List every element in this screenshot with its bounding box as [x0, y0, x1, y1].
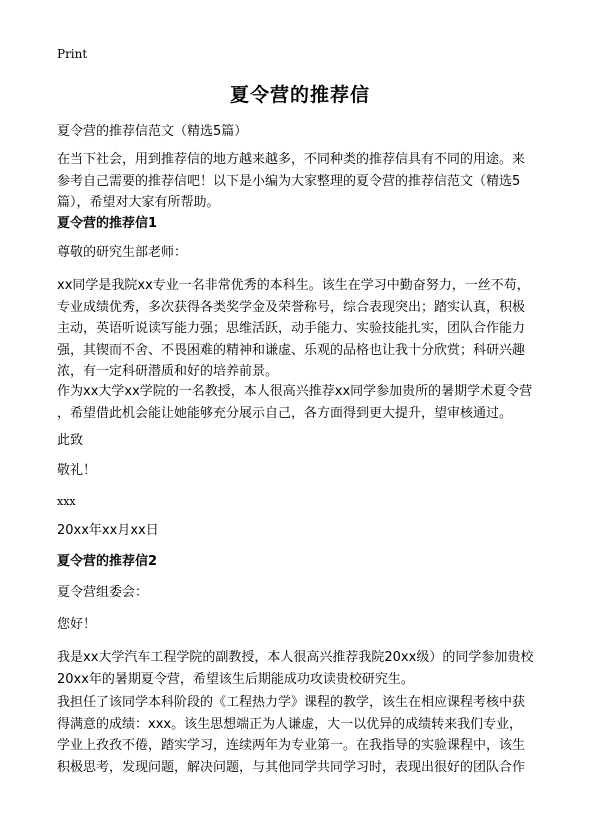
letter1-signer: xxx	[57, 495, 76, 508]
letter1-paragraph-1	[57, 275, 553, 383]
letter1-closing-1: 此致	[57, 433, 84, 448]
text-line: 学业上孜孜不倦，踏实学习，连续两年为专业第一。在我指导的实验课程中，该生	[57, 738, 526, 753]
letter1-closing-2: 敬礼！	[57, 463, 97, 478]
text-line: 作为xx大学xx学院的一名教授，本人很高兴推荐xx同学参加贵所的暑期学术夏令营	[57, 384, 533, 399]
text-line: 得满意的成绩：xxx。该生思想端正为人谦虚，大一以优异的成绩转来我们专业，	[57, 716, 523, 732]
print-link[interactable]: Print	[57, 47, 88, 61]
text-line: 参考自己需要的推荐信吧！以下是小编为大家整理的夏令营的推荐信范文（精选5	[57, 173, 521, 189]
text-line: 主动，英语听说读写能力强；思维活跃，动手能力、实验技能扎实，团队合作能力	[57, 321, 526, 336]
letter2-salutation: 夏令营组委会：	[57, 585, 149, 600]
letter1-salutation: 尊敬的研究生部老师：	[57, 245, 188, 260]
letter1-paragraph-2	[57, 381, 553, 424]
letter1-heading: 夏令营的推荐信1	[57, 216, 158, 231]
text-line: 在当下社会，用到推荐信的地方越来越多，不同种类的推荐信具有不同的用途。来	[57, 152, 526, 167]
page-title: 夏令营的推荐信	[229, 84, 370, 106]
text-line: 篇），希望对大家有所帮助。	[57, 195, 220, 210]
text-line: 积极思考，发现问题，解决问题，与其他同学共同学习时，表现出很好的团队合作	[57, 759, 526, 775]
text-line: 20xx年的暑期夏令营，希望该生后期能成功攻读贵校研究生。	[57, 671, 414, 687]
text-line: ，希望借此机会能让她能够充分展示自己，各方面得到更大提升，望审核通过。	[57, 405, 513, 421]
letter2-paragraph-1	[57, 647, 553, 690]
subtitle: 夏令营的推荐信范文（精选5篇）	[57, 124, 248, 139]
letter2-heading: 夏令营的推荐信2	[57, 554, 158, 569]
letter1-date: 20xx年xx月xx日	[57, 523, 159, 538]
letter2-greeting: 您好！	[57, 617, 97, 632]
intro-paragraph	[57, 149, 553, 214]
text-line: xx同学是我院xx专业一名非常优秀的本科生。该生在学习中勤奋努力，一丝不苟，	[57, 278, 530, 293]
text-line: 浓，有一定科研潜质和好的培养前景。	[57, 364, 279, 379]
text-line: 我是xx大学汽车工程学院的副教授，本人很高兴推荐我院20xx级）的同学参加贵校	[57, 650, 534, 665]
text-line: 专业成绩优秀，多次获得各类奖学金及荣誉称号，综合表现突出；踏实认真，积极	[57, 299, 526, 315]
letter2-paragraph-2	[57, 692, 553, 778]
text-line: 强，其锲而不舍、不畏困难的精神和谦虚、乐观的品格也让我十分欣赏；科研兴趣	[57, 342, 526, 358]
text-line: 我担任了该同学本科阶段的《工程热力学》课程的教学，该生在相应课程考核中获	[57, 695, 526, 710]
